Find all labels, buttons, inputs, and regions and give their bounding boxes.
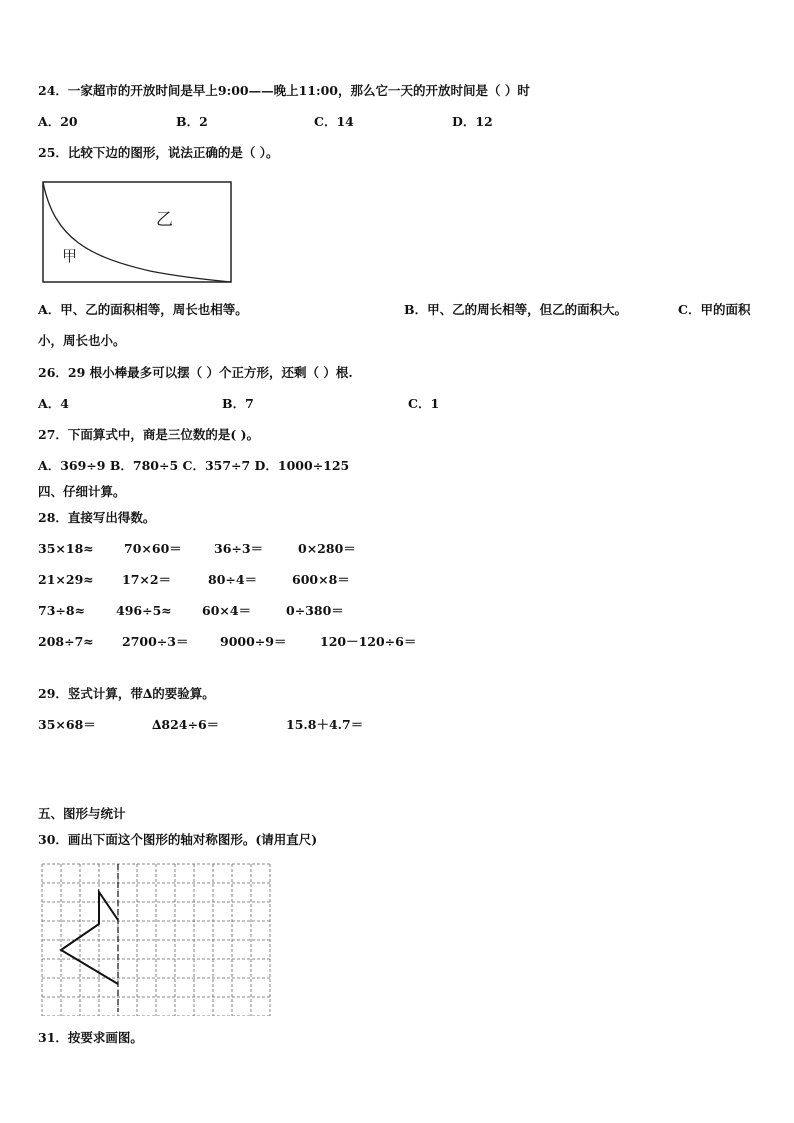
- q24-option-a: A．20: [38, 114, 78, 129]
- half-shape: [61, 892, 118, 984]
- q28-item: 35×18≈: [38, 541, 94, 556]
- q28-item: 9000÷9＝: [220, 634, 287, 649]
- q28-item: 2700÷3＝: [122, 634, 189, 649]
- q24-option-d: D．12: [452, 114, 493, 129]
- section5-title: 五、图形与统计: [38, 806, 126, 821]
- q28-item: 70×60＝: [124, 541, 182, 556]
- q28-item: 73÷8≈: [38, 603, 86, 618]
- q30-grid-figure: [40, 860, 276, 1016]
- q26-stem: 26．29 根小棒最多可以摆（ ）个正方形，还剩（ ）根.: [38, 365, 353, 380]
- q25-option-c-cont: 小，周长也小。: [38, 333, 126, 348]
- q29-item: 15.8＋4.7＝: [286, 717, 364, 732]
- q25-option-b: B．甲、乙的周长相等，但乙的面积大。: [404, 302, 628, 317]
- q25-stem: 25．比较下边的图形，说法正确的是（ ）。: [38, 145, 279, 160]
- label-jia: 甲: [62, 247, 78, 265]
- q25-option-a: A．甲、乙的面积相等，周长也相等。: [38, 302, 248, 317]
- q31-stem: 31．按要求画图。: [38, 1030, 143, 1045]
- q28-item: 0×280＝: [298, 541, 356, 556]
- q26-option-a: A．4: [38, 396, 69, 411]
- q28-item: 80÷4＝: [208, 572, 258, 587]
- rectangle-outline: [43, 182, 231, 282]
- q27-stem: 27．下面算式中，商是三位数的是( )。: [38, 427, 260, 442]
- q29-stem: 29．竖式计算，带∆的要验算。: [38, 686, 215, 701]
- label-yi: 乙: [156, 210, 173, 230]
- q28-stem: 28．直接写出得数。: [38, 510, 156, 525]
- q28-item: 0÷380＝: [286, 603, 344, 618]
- q27-options: A．369÷9 B．780÷5 C．357÷7 D．1000÷125: [38, 458, 350, 473]
- q28-item: 36÷3＝: [214, 541, 264, 556]
- section4-title: 四、仔细计算。: [38, 484, 126, 499]
- q28-item: 17×2＝: [122, 572, 172, 587]
- q28-item: 21×29≈: [38, 572, 94, 587]
- dividing-curve: [43, 182, 231, 282]
- q28-item: 120－120÷6＝: [320, 634, 417, 649]
- q28-item: 208÷7≈: [38, 634, 94, 649]
- q28-item: 496÷5≈: [116, 603, 172, 618]
- q29-item: 35×68＝: [38, 717, 96, 732]
- q24-option-c: C．14: [314, 114, 354, 129]
- q26-option-b: B．7: [222, 396, 254, 411]
- q25-figure: [40, 179, 234, 285]
- q24-option-b: B．2: [176, 114, 208, 129]
- q29-item: ∆824÷6＝: [152, 717, 220, 732]
- q24-stem: 24．一家超市的开放时间是早上9:00——晚上11:00，那么它一天的开放时间是（ ）时: [38, 83, 530, 98]
- q28-item: 600×8＝: [292, 572, 350, 587]
- q26-option-c: C．1: [408, 396, 440, 411]
- q25-option-c: C．甲的面积: [678, 302, 751, 317]
- q30-stem: 30．画出下面这个图形的轴对称图形。(请用直尺): [38, 832, 318, 847]
- q28-item: 60×4＝: [202, 603, 252, 618]
